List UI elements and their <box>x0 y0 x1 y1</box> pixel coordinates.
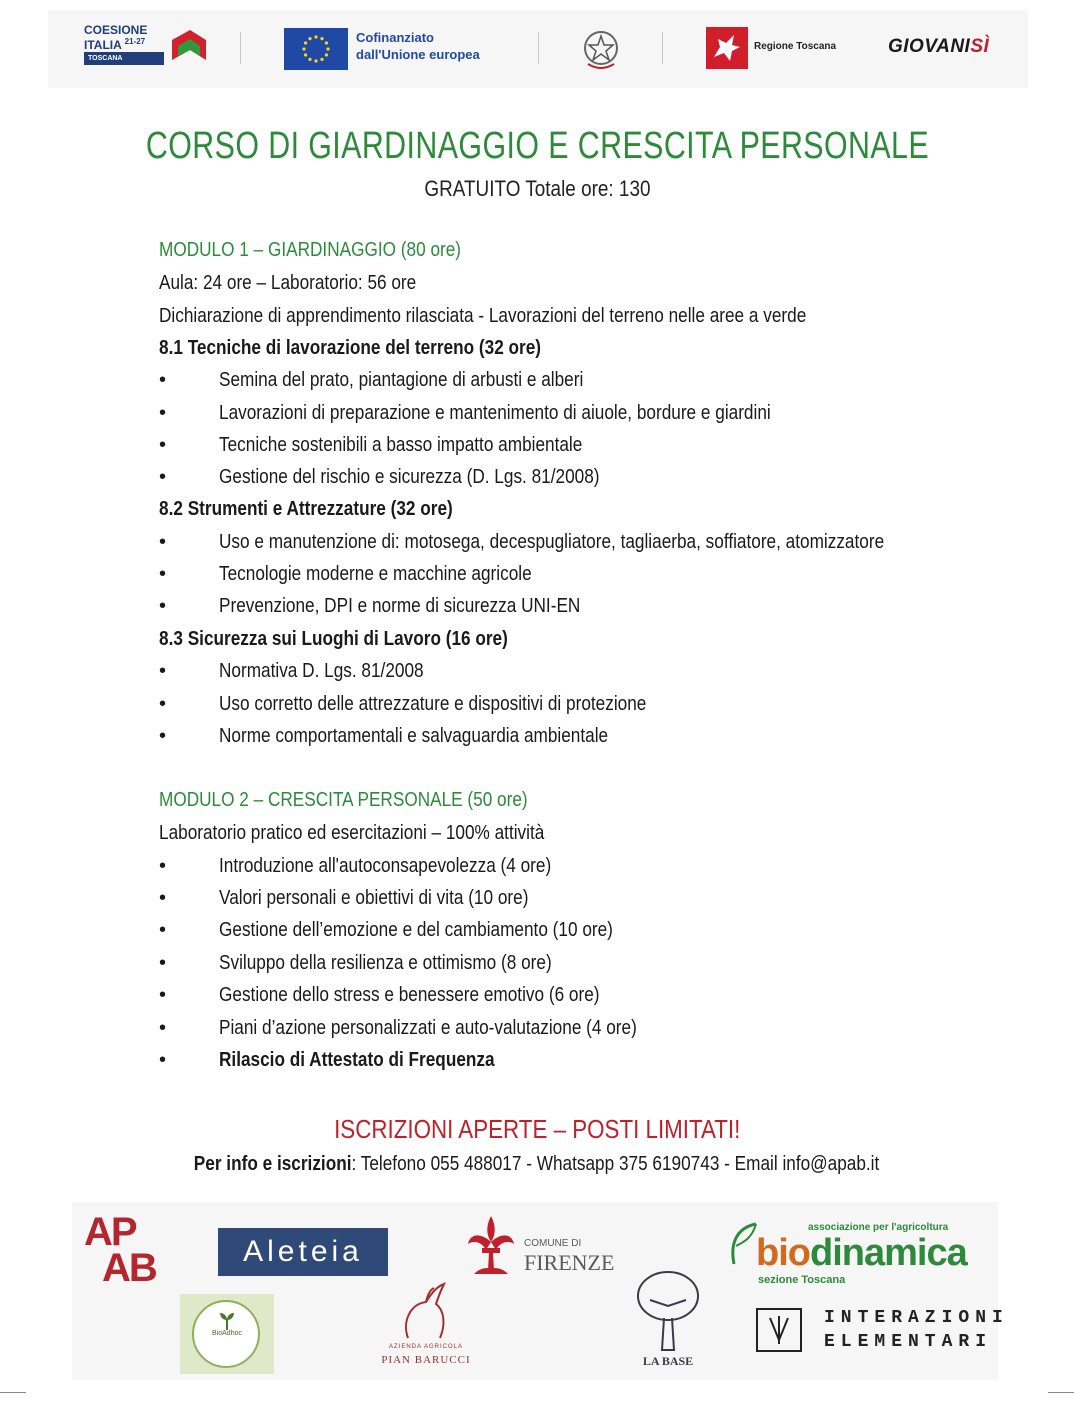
firenze-text: FIRENZE <box>524 1250 615 1275</box>
bullet-icon: • <box>159 887 167 909</box>
la-base-logo <box>632 1270 704 1376</box>
apab-line1: AP <box>84 1210 136 1254</box>
apab-logo <box>84 1210 156 1290</box>
bullet-icon: • <box>159 531 167 553</box>
partner-logos <box>72 1202 1009 1380</box>
eu-flag-icon <box>284 28 348 70</box>
italian-republic-emblem-icon <box>582 28 620 70</box>
la-base-text: LA BASE <box>642 1354 694 1368</box>
pian-small-text: AZIENDA AGRICOLA <box>388 1344 464 1350</box>
page-edge-mark-right <box>1048 1392 1074 1393</box>
list-item: Norme comportamentali e salvaguardia ambientale <box>219 725 609 747</box>
list-item: Gestione del rischio e sicurezza (D. Lgs. 81/2008) <box>219 466 600 488</box>
modulo1-hours: Aula: 24 ore – Laboratorio: 56 ore <box>159 272 417 294</box>
list-item: Normativa D. Lgs. 81/2008 <box>219 660 424 682</box>
apab-line2: AB <box>102 1246 156 1290</box>
contact-label: Per info e iscrizioni <box>194 1153 352 1175</box>
list-item: Tecnologie moderne e macchine agricole <box>219 563 532 585</box>
bio-tagline: associazione per l'agricoltura <box>808 1222 949 1233</box>
logo-separator <box>240 32 241 64</box>
bullet-icon: • <box>159 1049 167 1071</box>
biodinamica-logo <box>726 1210 986 1286</box>
modulo1-declaration: Dichiarazione di apprendimento rilasciata - Lavorazioni del terreno nelle aree a verde <box>159 305 807 327</box>
coesione-arrow-icon <box>168 26 208 68</box>
list-item: Uso e manutenzione di: motosega, decespugliatore, tagliaerba, soffiatore, atomizzatore <box>219 531 885 553</box>
bio-subtitle: sezione Toscana <box>758 1274 846 1286</box>
bullet-icon: • <box>159 563 167 585</box>
coesione-tag: TOSCANA <box>84 52 164 65</box>
bullet-icon: • <box>159 402 167 424</box>
giovani-si-logo: GIOVANISÌ <box>888 36 990 57</box>
list-item: Tecniche sostenibili a basso impatto ambientale <box>219 434 583 456</box>
list-item: Introduzione all'autoconsapevolezza (4 ore) <box>219 855 552 877</box>
modulo2-intro: Laboratorio pratico ed esercitazioni – 100% attività <box>159 822 545 844</box>
eu-line2: dall'Unione europea <box>356 47 480 62</box>
coesione-italia-logo <box>84 22 204 78</box>
aleteia-logo: Aleteia <box>218 1228 388 1276</box>
eu-line1: Cofinanziato <box>356 30 434 45</box>
section-8-3-title: 8.3 Sicurezza sui Luoghi di Lavoro (16 ore) <box>159 628 508 650</box>
modulo2-heading: MODULO 2 – CRESCITA PERSONALE (50 ore) <box>159 789 528 811</box>
eu-cofinanced-text <box>356 29 480 63</box>
pian-barucci-logo <box>370 1282 482 1374</box>
list-item: Piani d’azione personalizzati e auto-valutazione (4 ore) <box>219 1017 637 1039</box>
bullet-icon: • <box>159 660 167 682</box>
list-item: Lavorazioni di preparazione e mantenimento di aiuole, bordure e giardini <box>219 402 771 424</box>
bullet-icon: • <box>159 369 167 391</box>
section-8-1-title: 8.1 Tecniche di lavorazione del terreno (32 ore) <box>159 337 542 359</box>
bullet-icon: • <box>159 725 167 747</box>
bullet-icon: • <box>159 855 167 877</box>
header-logo-bar <box>48 10 1028 88</box>
page-title: CORSO DI GIARDINAGGIO E CRESCITA PERSONALE <box>145 125 929 167</box>
coesione-line1: COESIONE <box>84 23 148 37</box>
list-item: Sviluppo della resilienza e ottimismo (8 ore) <box>219 952 552 974</box>
bioadhoc-logo <box>180 1294 274 1374</box>
pian-text: PIAN BARUCCI <box>381 1354 471 1366</box>
list-item: Valori personali e obiettivi di vita (10 ore) <box>219 887 529 909</box>
contact-line <box>0 1150 1074 1178</box>
logo-separator <box>662 32 663 64</box>
bioadhoc-label: BioAdhoc <box>212 1330 242 1337</box>
sprout-icon <box>218 1310 236 1330</box>
modulo1-heading: MODULO 1 – GIARDINAGGIO (80 ore) <box>159 239 462 261</box>
bullet-icon: • <box>159 434 167 456</box>
bullet-icon: • <box>159 952 167 974</box>
bio-name: biodinamica <box>756 1232 967 1274</box>
interazioni-box-icon <box>756 1308 802 1352</box>
page-subtitle: GRATUITO Totale ore: 130 <box>423 176 651 201</box>
section-8-2-title: 8.2 Strumenti e Attrezzature (32 ore) <box>159 498 453 520</box>
cta-banner: ISCRIZIONI APERTE – POSTI LIMITATI! <box>333 1114 741 1144</box>
bullet-icon: • <box>159 693 167 715</box>
list-item: Gestione dell’emozione e del cambiamento (10 ore) <box>219 919 613 941</box>
bullet-icon: • <box>159 1017 167 1039</box>
hare-icon <box>396 1282 456 1342</box>
comune-firenze-logo <box>462 1212 642 1284</box>
bullet-icon: • <box>159 919 167 941</box>
florence-lily-icon <box>462 1212 520 1276</box>
contact-details: : Telefono 055 488017 - Whatsapp 375 6190743 - Email info@apab.it <box>351 1153 880 1175</box>
bullet-icon: • <box>159 595 167 617</box>
logo-separator <box>538 32 539 64</box>
bullet-icon: • <box>159 984 167 1006</box>
tree-book-icon <box>634 1270 702 1354</box>
regione-toscana-pegasus-icon <box>706 27 748 69</box>
list-item: Gestione dello stress e benessere emotivo (6 ore) <box>219 984 600 1006</box>
interazioni-line1: INTERAZIONI <box>824 1308 1009 1328</box>
list-item: Semina del prato, piantagione di arbusti e alberi <box>219 369 584 391</box>
interazioni-line2: ELEMENTARI <box>824 1332 993 1352</box>
page-edge-mark-left <box>0 1392 26 1393</box>
list-item-attestato: Rilascio di Attestato di Frequenza <box>219 1049 495 1071</box>
coesione-line2: ITALIA $^{21-27}$ <box>84 37 146 52</box>
regione-toscana-text: Regione Toscana <box>754 41 837 52</box>
list-item: Prevenzione, DPI e norme di sicurezza UNI-EN <box>219 595 581 617</box>
list-item: Uso corretto delle attrezzature e dispositivi di protezione <box>219 693 647 715</box>
bullet-icon: • <box>159 466 167 488</box>
interazioni-elementari-logo <box>756 1304 1009 1358</box>
firenze-small-text: COMUNE DI <box>524 1238 582 1249</box>
